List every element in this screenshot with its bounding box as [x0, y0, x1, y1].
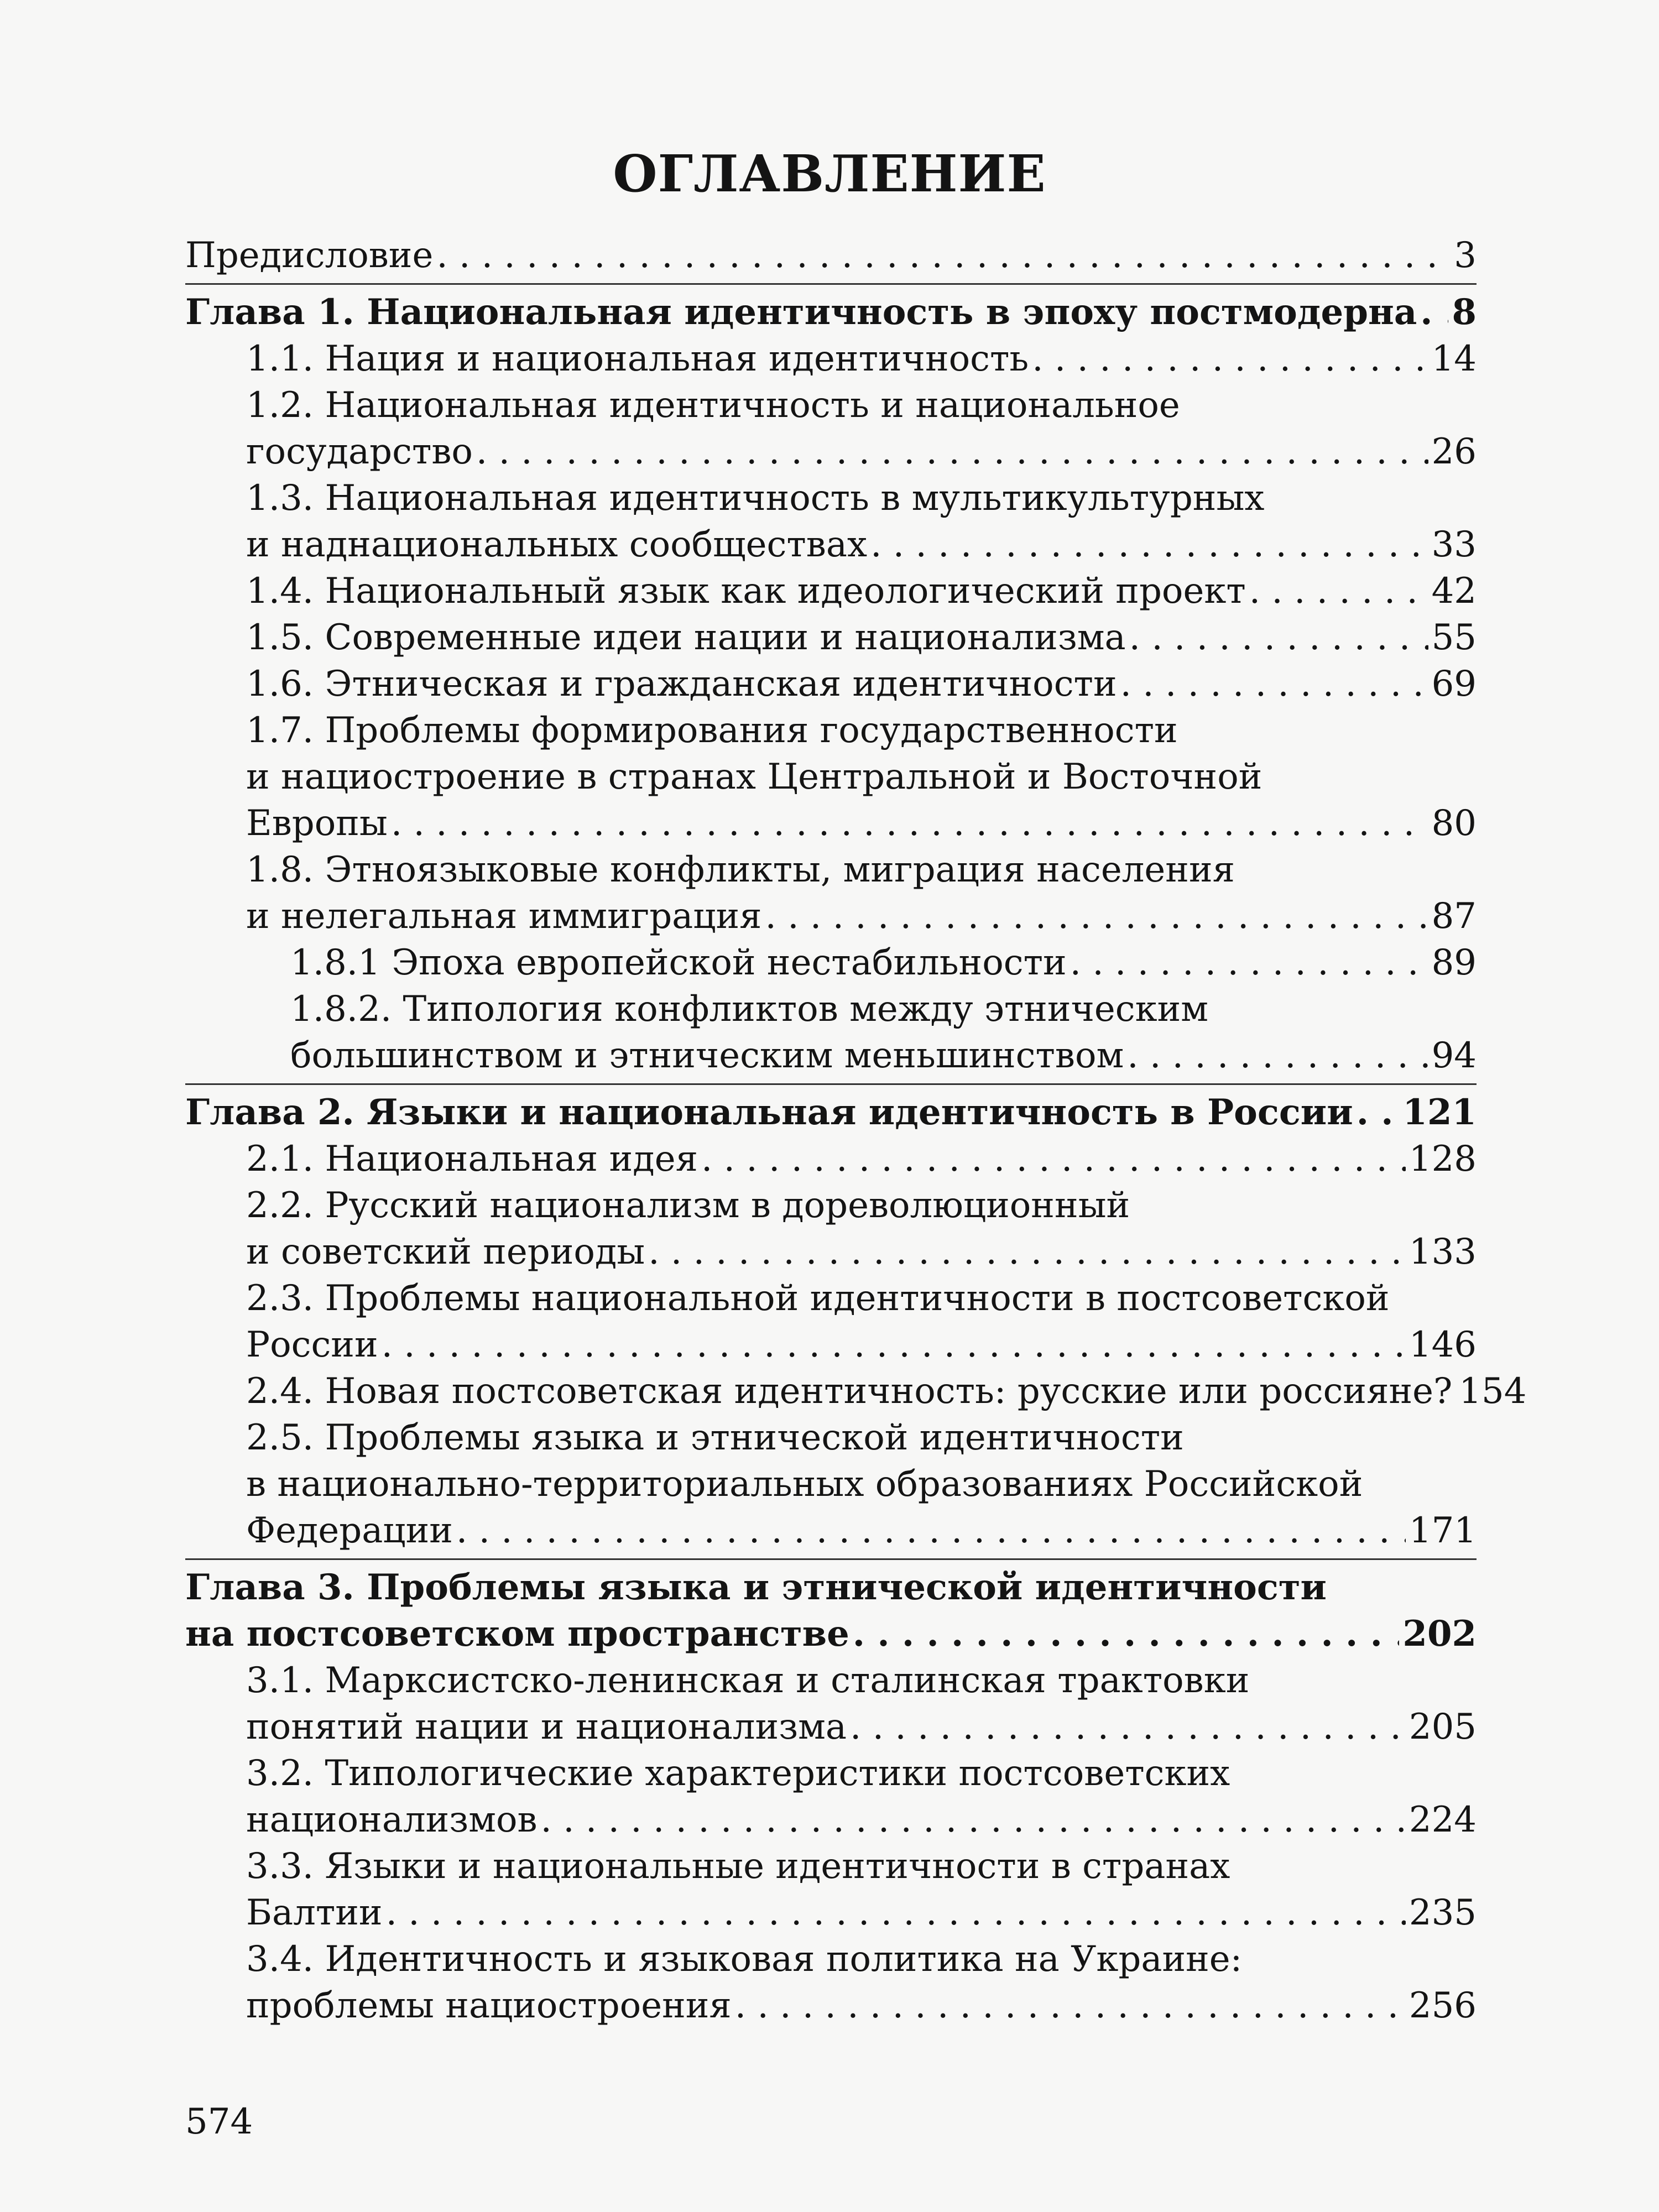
toc-entry-text: Глава 3. Проблемы языка и этнической идентичности	[185, 1567, 1327, 1608]
toc-page-number: 33	[1431, 524, 1477, 565]
toc-entry-text: 2.1. Национальная идея	[246, 1139, 698, 1180]
table-of-contents	[185, 232, 1527, 2029]
dot-leader	[1129, 614, 1428, 661]
toc-entry-text: Федерации	[246, 1510, 453, 1551]
toc-entry-text: на постсоветском пространстве	[185, 1613, 849, 1655]
dot-leader	[1420, 289, 1448, 336]
toc-section	[185, 336, 1477, 382]
toc-section	[185, 1936, 1477, 2029]
dot-leader	[853, 1611, 1400, 1657]
toc-entry-text: проблемы нациостроения	[246, 1985, 732, 2026]
toc-line	[185, 661, 1477, 707]
toc-line	[185, 1415, 1477, 1461]
toc-line	[185, 289, 1477, 336]
dot-leader	[735, 1983, 1406, 2029]
toc-line	[185, 707, 1477, 754]
toc-entry-text: национализмов	[246, 1799, 538, 1840]
dot-leader	[541, 1797, 1406, 1843]
dot-leader	[1120, 661, 1428, 707]
toc-entry-text: в национально-территориальных образованиях Российской	[246, 1464, 1363, 1505]
toc-page-number: 202	[1402, 1613, 1477, 1655]
toc-line	[185, 429, 1477, 475]
toc-chapter	[185, 1564, 1477, 1657]
dot-leader	[870, 521, 1428, 568]
toc-entry-text: 1.6. Этническая и гражданская идентичности	[246, 664, 1117, 705]
toc-entry-text: 1.7. Проблемы формирования государственности	[246, 710, 1178, 751]
toc-section	[185, 1136, 1477, 1182]
toc-page-number: 171	[1408, 1510, 1477, 1551]
toc-section	[185, 1275, 1477, 1368]
toc-line	[185, 847, 1477, 893]
page-number: 574	[185, 2101, 253, 2142]
toc-line	[185, 614, 1477, 661]
toc-line	[185, 986, 1477, 1032]
toc-line	[185, 475, 1477, 521]
toc-section	[185, 568, 1477, 614]
toc-page-number: 154	[1459, 1371, 1527, 1412]
toc-section	[185, 1182, 1477, 1275]
toc-line	[185, 800, 1477, 847]
dot-leader	[765, 893, 1428, 940]
chapter-divider	[185, 283, 1477, 285]
toc-line	[185, 1750, 1477, 1797]
dot-leader	[648, 1229, 1406, 1275]
toc-line	[185, 382, 1477, 429]
toc-line	[185, 1032, 1477, 1079]
toc-page-number: 42	[1431, 571, 1477, 612]
toc-entry-text: 2.3. Проблемы национальной идентичности в постсоветской	[246, 1278, 1390, 1319]
toc-line	[185, 1564, 1477, 1611]
toc-subsection	[185, 940, 1477, 986]
dot-leader	[456, 1507, 1406, 1554]
toc-entry-text: 1.4. Национальный язык как идеологический проект	[246, 571, 1246, 612]
toc-line	[185, 1983, 1477, 2029]
chapter-divider	[185, 1083, 1477, 1085]
toc-page-number: 133	[1408, 1232, 1477, 1272]
toc-section	[185, 1843, 1477, 1936]
toc-entry-text: 3.1. Марксистско-ленинская и сталинская трактовки	[246, 1660, 1250, 1701]
toc-section	[185, 1657, 1477, 1750]
toc-entry-text: 2.2. Русский национализм в дореволюционный	[246, 1185, 1130, 1226]
toc-section	[185, 847, 1477, 940]
toc-entry-text: Европы	[246, 803, 388, 844]
toc-line	[185, 1936, 1477, 1983]
toc-page-number: 87	[1431, 896, 1477, 937]
toc-line	[185, 1322, 1477, 1368]
dot-leader	[1127, 1032, 1428, 1079]
toc-line	[185, 1704, 1477, 1750]
toc-line	[185, 1890, 1477, 1936]
toc-page-number: 14	[1431, 338, 1477, 379]
toc-entry-text: 2.5. Проблемы языка и этнической идентичности	[246, 1417, 1184, 1458]
toc-section	[185, 614, 1477, 661]
toc-page-number: 224	[1408, 1799, 1477, 1840]
toc-section	[185, 382, 1477, 475]
toc-line	[185, 1507, 1477, 1554]
dot-leader	[391, 800, 1428, 847]
toc-section	[185, 1368, 1527, 1415]
toc-line	[185, 1368, 1527, 1415]
toc-section	[185, 707, 1477, 847]
toc-entry-text: Балтии	[246, 1892, 383, 1933]
toc-page-number: 55	[1431, 617, 1477, 658]
toc-line	[185, 568, 1477, 614]
toc-page-number: 3	[1454, 235, 1477, 276]
toc-entry-text: 1.8.2. Типология конфликтов между этническим	[290, 989, 1209, 1030]
dot-leader	[701, 1136, 1406, 1182]
toc-entry-text: и советский периоды	[246, 1232, 645, 1272]
toc-entry-text: 1.8.1 Эпоха европейской нестабильности	[290, 942, 1067, 983]
toc-entry-text: государство	[246, 431, 473, 472]
dot-leader	[436, 232, 1451, 279]
dot-leader	[382, 1322, 1406, 1368]
toc-page-number: 121	[1402, 1092, 1477, 1133]
toc-page-number: 26	[1431, 431, 1477, 472]
toc-entry-text: и нациостроение в странах Центральной и Восточной	[246, 757, 1262, 797]
dot-leader	[476, 429, 1428, 475]
toc-page-number: 128	[1408, 1139, 1477, 1180]
toc-entry-text: 1.3. Национальная идентичность в мультикультурных	[246, 478, 1265, 519]
toc-section	[185, 1750, 1477, 1843]
toc-chapter	[185, 1089, 1477, 1136]
toc-line	[185, 1182, 1477, 1229]
toc-line	[185, 1797, 1477, 1843]
toc-line	[185, 1275, 1477, 1322]
toc-entry	[185, 232, 1477, 279]
toc-entry-text: Глава 2. Языки и национальная идентичность в России	[185, 1092, 1353, 1133]
dot-leader	[1070, 940, 1428, 986]
toc-page-number: 205	[1408, 1707, 1477, 1747]
toc-line	[185, 1136, 1477, 1182]
toc-page-number: 89	[1431, 942, 1477, 983]
chapter-divider	[185, 1558, 1477, 1560]
toc-entry-text: Предисловие	[185, 235, 434, 276]
toc-line	[185, 893, 1477, 940]
dot-leader	[1032, 336, 1428, 382]
toc-entry-text: и нелегальная иммиграция	[246, 896, 762, 937]
toc-entry-text: 3.3. Языки и национальные идентичности в странах	[246, 1846, 1230, 1887]
toc-line	[185, 754, 1477, 800]
toc-line	[185, 1461, 1477, 1507]
toc-line	[185, 336, 1477, 382]
toc-section	[185, 661, 1477, 707]
toc-entry-text: Глава 1. Национальная идентичность в эпоху постмодерна	[185, 291, 1417, 333]
toc-entry-text: понятий нации и национализма	[246, 1707, 847, 1747]
toc-entry-text: России	[246, 1324, 378, 1365]
toc-entry-text: 1.2. Национальная идентичность и национальное	[246, 385, 1180, 426]
dot-leader	[386, 1890, 1406, 1936]
toc-entry-text: 2.4. Новая постсоветская идентичность: русские или россияне?	[246, 1371, 1453, 1412]
toc-line	[185, 232, 1477, 279]
toc-line	[185, 1843, 1477, 1890]
toc-line	[185, 1229, 1477, 1275]
toc-page-number: 8	[1452, 291, 1477, 333]
toc-entry-text: и наднациональных сообществах	[246, 524, 868, 565]
toc-entry-text: 1.5. Современные идеи нации и национализма	[246, 617, 1126, 658]
toc-section	[185, 475, 1477, 568]
toc-page-number: 146	[1408, 1324, 1477, 1365]
toc-entry-text: 3.4. Идентичность и языковая политика на Украине:	[246, 1939, 1243, 1980]
toc-entry-text: 1.1. Нация и национальная идентичность	[246, 338, 1029, 379]
toc-line	[185, 1089, 1477, 1136]
toc-page-number: 94	[1431, 1035, 1477, 1076]
toc-page-number: 256	[1408, 1985, 1477, 2026]
toc-line	[185, 940, 1477, 986]
toc-page-number: 69	[1431, 664, 1477, 705]
toc-chapter	[185, 289, 1477, 336]
toc-subsection	[185, 986, 1477, 1079]
toc-line	[185, 1657, 1477, 1704]
dot-leader	[850, 1704, 1406, 1750]
toc-entry-text: 3.2. Типологические характеристики постсоветских	[246, 1753, 1230, 1794]
toc-line	[185, 521, 1477, 568]
toc-page-number: 235	[1408, 1892, 1477, 1933]
page-title: ОГЛАВЛЕНИЕ	[613, 144, 1046, 204]
dot-leader	[1357, 1089, 1400, 1136]
toc-entry-text: большинством и этническим меньшинством	[290, 1035, 1124, 1076]
dot-leader	[1249, 568, 1428, 614]
toc-page-number: 80	[1431, 803, 1477, 844]
toc-entry-text: 1.8. Этноязыковые конфликты, миграция населения	[246, 849, 1235, 890]
toc-line	[185, 1611, 1477, 1657]
toc-section	[185, 1415, 1477, 1554]
